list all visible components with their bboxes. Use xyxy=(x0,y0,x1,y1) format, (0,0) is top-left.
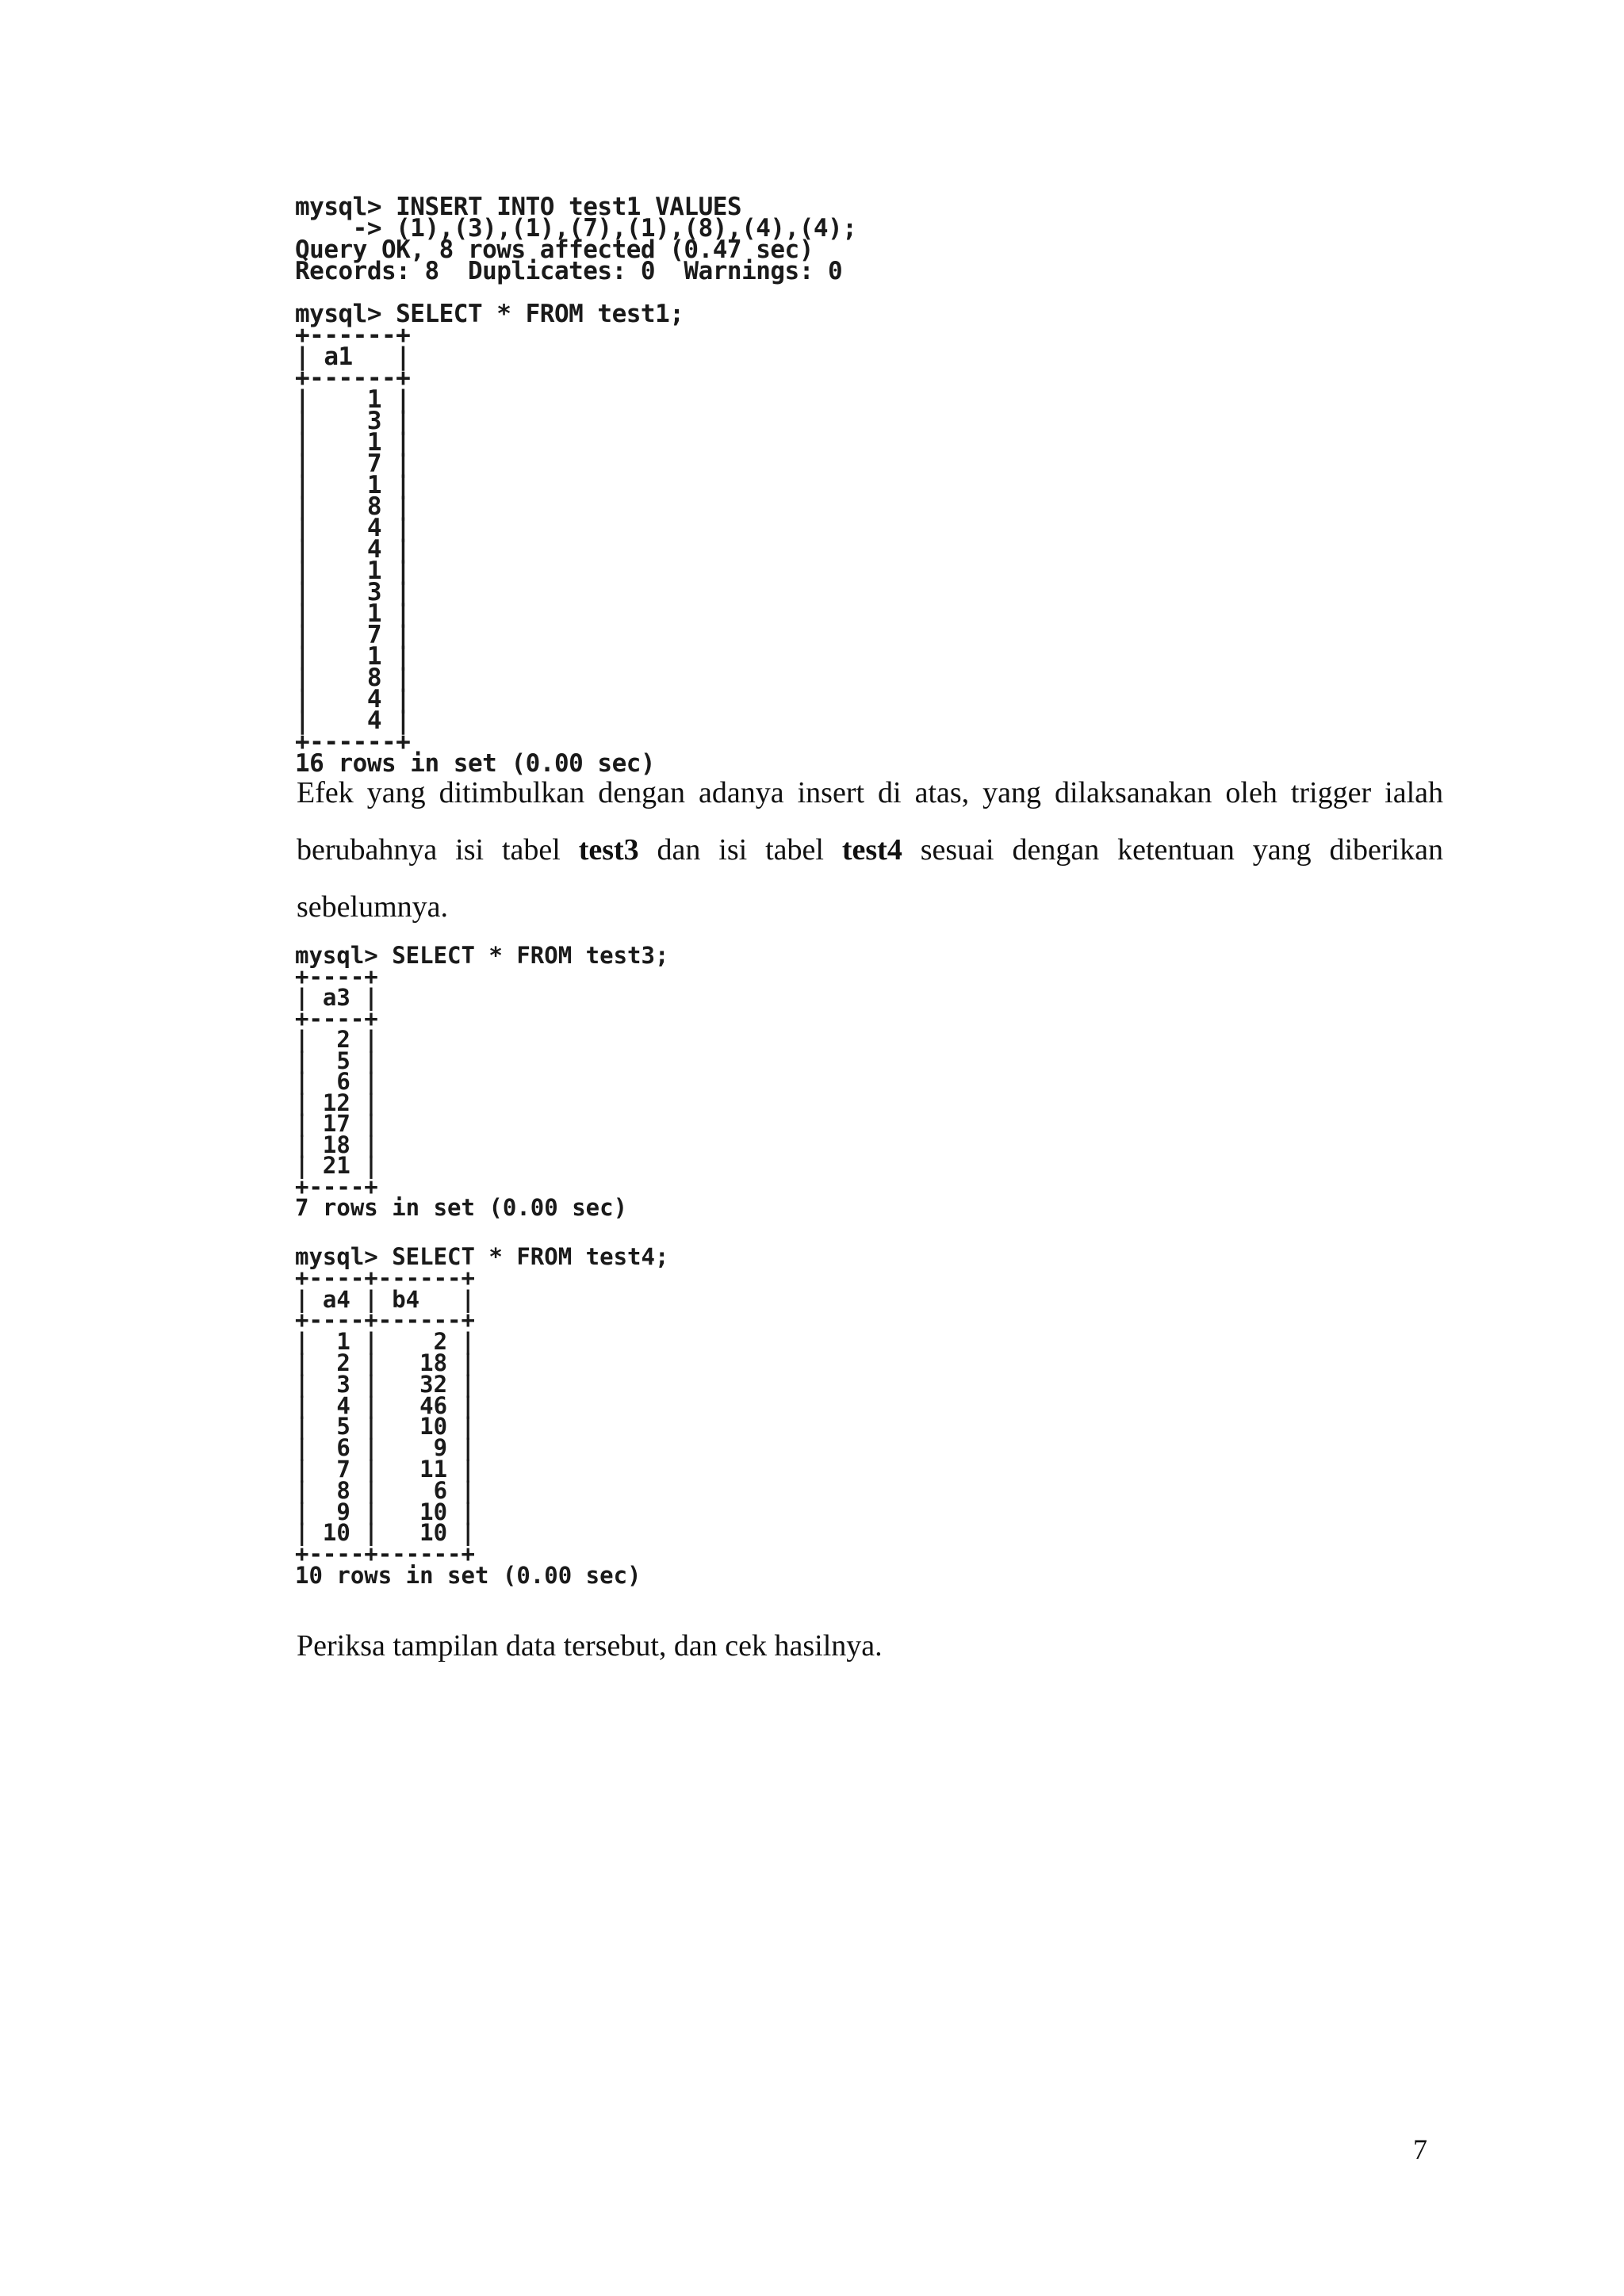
terminal-line: 16 rows in set (0.00 sec) xyxy=(295,749,656,778)
terminal-line: +----+------+ xyxy=(295,1307,475,1334)
terminal-line: mysql> SELECT * FROM test4; xyxy=(295,1243,669,1270)
terminal-line: | a1 | xyxy=(295,342,411,371)
terminal-line: | 4 | 46 | xyxy=(295,1391,475,1419)
terminal-line: Records: 8 Duplicates: 0 Warnings: 0 xyxy=(295,257,843,285)
terminal-line: | 6 | 9 | xyxy=(295,1434,475,1462)
instruction-paragraph: Periksa tampilan data tersebut, dan cek hasilnya. xyxy=(297,1629,883,1663)
terminal-line: | 1 | xyxy=(295,471,411,499)
terminal-line: | 7 | 11 | xyxy=(295,1455,475,1483)
terminal-line: | 4 | xyxy=(295,685,411,714)
terminal-line: | 1 | xyxy=(295,385,411,414)
terminal-line: | a4 | b4 | xyxy=(295,1285,475,1313)
terminal-line: | 21 | xyxy=(295,1152,378,1179)
terminal-line: | 6 | xyxy=(295,1068,378,1095)
terminal-line: | 1 | xyxy=(295,642,411,671)
terminal-line: | 1 | xyxy=(295,428,411,457)
terminal-line: mysql> INSERT INTO test1 VALUES xyxy=(295,193,742,221)
paragraph-text: sesuai dengan ketentuan yang diberikan sebelumnya. xyxy=(297,833,1443,924)
paragraph-text: Efek yang ditimbulkan dengan adanya insert di atas, yang dilaksanakan oleh trigger ialah berubahnya isi tabel xyxy=(297,776,1443,867)
terminal-line: +------+ xyxy=(295,321,411,350)
terminal-line: 7 rows in set (0.00 sec) xyxy=(295,1194,628,1221)
paragraph-text: dan isi tabel xyxy=(638,833,842,867)
terminal-line: | 1 | 2 | xyxy=(295,1328,475,1356)
terminal-line: | a3 | xyxy=(295,984,378,1011)
terminal-line: +----+ xyxy=(295,962,378,990)
terminal-line: +------+ xyxy=(295,364,411,392)
table-name-test4: test4 xyxy=(841,833,902,867)
terminal-line: | 1 | xyxy=(295,557,411,585)
terminal-line: +----+------+ xyxy=(295,1540,475,1568)
terminal-line: | 2 | 18 | xyxy=(295,1349,475,1376)
terminal-line: +----+ xyxy=(295,1173,378,1200)
terminal-line: -> (1),(3),(1),(7),(1),(8),(4),(4); xyxy=(295,214,857,243)
terminal-line: | 18 | xyxy=(295,1131,378,1158)
table-name-test3: test3 xyxy=(578,833,639,867)
terminal-line: | 8 | xyxy=(295,664,411,692)
terminal-line: | 3 | xyxy=(295,578,411,607)
terminal-line: | 8 | 6 | xyxy=(295,1476,475,1504)
terminal-insert-output xyxy=(295,193,857,778)
terminal-test4-output xyxy=(295,1243,669,1589)
terminal-line: | 7 | xyxy=(295,450,411,478)
terminal-line: | 4 | xyxy=(295,706,411,735)
terminal-test3-output xyxy=(295,942,669,1221)
explanation-paragraph xyxy=(297,764,1443,936)
terminal-line: mysql> SELECT * FROM test3; xyxy=(295,942,669,969)
terminal-line: | 3 | xyxy=(295,407,411,435)
terminal-line: | 17 | xyxy=(295,1110,378,1137)
terminal-line: | 4 | xyxy=(295,535,411,564)
terminal-line: | 5 | 10 | xyxy=(295,1413,475,1441)
terminal-line: +----+------+ xyxy=(295,1264,475,1292)
terminal-line: | 12 | xyxy=(295,1089,378,1116)
terminal-line: | 2 | xyxy=(295,1026,378,1053)
page-number: 7 xyxy=(1413,2133,1427,2165)
terminal-line: 10 rows in set (0.00 sec) xyxy=(295,1561,642,1589)
terminal-line: | 5 | xyxy=(295,1047,378,1074)
terminal-line: | 7 | xyxy=(295,621,411,649)
terminal-line: +------+ xyxy=(295,728,411,756)
terminal-line: mysql> SELECT * FROM test1; xyxy=(295,300,684,328)
terminal-line: | 8 | xyxy=(295,492,411,521)
terminal-line: | 9 | 10 | xyxy=(295,1498,475,1525)
terminal-line: | 3 | 32 | xyxy=(295,1370,475,1398)
terminal-line: +----+ xyxy=(295,1004,378,1032)
terminal-line: | 4 | xyxy=(295,514,411,542)
terminal-line: Query OK, 8 rows affected (0.47 sec) xyxy=(295,235,814,264)
terminal-line: | 1 | xyxy=(295,599,411,628)
terminal-line: | 10 | 10 | xyxy=(295,1519,475,1547)
